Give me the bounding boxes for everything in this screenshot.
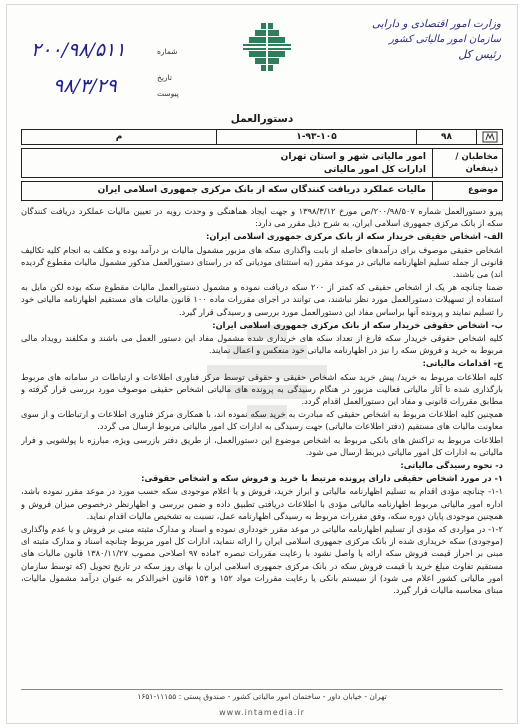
reference-table [21, 129, 503, 145]
category-badge [476, 130, 502, 144]
ministry-line-1: وزارت امور اقتصادی و دارایی [371, 18, 501, 30]
emblem-icon [237, 19, 297, 79]
letterhead [15, 13, 509, 113]
addressee-line-1: امور مالیاتی شهر و استان تهران [280, 152, 426, 162]
seal-icon [482, 131, 498, 143]
section-heading: الف- اشخاص حقیقی خریدار سکه از بانک مرکزی جمهوری اسلامی ایران: [206, 231, 503, 242]
section-heading: ج- اقدامات مالیاتی: [422, 358, 503, 369]
reference-code: ۱-۹۳-۱۰۵ [216, 130, 416, 144]
subject-row [21, 181, 503, 201]
letter-date-handwritten: ۹۸/۳/۲۹ [53, 75, 117, 97]
addressee-line-2: ادارات کل امور مالیاتی [323, 165, 426, 175]
addressee-value [22, 149, 432, 177]
body-paragraph: کلیه اشخاص حقوقی خریدار سکه فارغ از تعداد سکه های خریداری شده مشمول مفاد این دستور العمل می باشند و مکلفند رویداد مالی مربوط به خرید و فروش سکه را نیز در اظهارنامه مالیاتی خود منعکس و اعمال نمایند. [21, 333, 503, 356]
number-label: شماره [157, 47, 178, 56]
ministry-line-3: رئیس کل [458, 48, 501, 61]
letter-number-handwritten: ۲۰۰/۹۸/۵۱۱ [31, 39, 126, 61]
reference-stamp [25, 31, 185, 111]
body-paragraph: همچنین کلیه اطلاعات مربوط به اشخاص حقیقی که مبادرت به خرید سکه نموده اند، با همکاری مرکز فناوری اطلاعات و ارتباطات و از سوی معاونت مالیات های مستقیم (دفتر اطلاعات مالیاتی) جهت رسیدگی به ادارات کل امور مالیاتی مربوط ارسال می گردد. [21, 409, 503, 432]
attachment-label: پیوست [157, 89, 179, 98]
date-label: تاریخ [157, 73, 172, 82]
body-paragraph: ۱-۱- چنانچه مؤدی اقدام به تسلیم اظهارنامه مالیاتی و ابراز خرید، فروش و یا اعلام موجودی سکه حسب مورد در موعد مقرر نموده باشد، اداره امور مالیاتی مربوط اظهارنامه مالیاتی مؤدی با اطلاعات دریافتی تطبیق داده و ضمن بررسی و اظهارنظر درخصوص میزان فروش و همچنین موجودی پایان دوره سکه، وفق مقررات مربوط به رسیدگی اظهارنامه عمل، نسبت به تشخیص مالیات اقدام نماید. [21, 486, 503, 521]
document-body [21, 205, 503, 679]
reference-class: م [115, 132, 123, 142]
section-heading: ب- اشخاص حقوقی خریدار سکه از بانک مرکزی جمهوری اسلامی ایران: [212, 319, 503, 330]
section-heading: ۱- در مورد اشخاص حقیقی دارای پرونده مرتبط با خرید و فروش سکه و اشخاص حقوقی: [141, 473, 503, 484]
body-paragraph: ۱-۲- در مواردی که مؤدی از تسلیم اظهارنامه مالیاتی در موعد مقرر خودداری نموده و اسناد و مدارک مثبته مبنی بر فروش و یا عدم واگذاری (موجودی) سکه خریداری شده از بانک مرکزی جمهوری اسلامی ایران را ارائه ننماید، ادارات کل امور مربوط چنانچه اسناد و مدارک مثبته ای مبنی بر احراز قیمت فروش سکه ارائه یا واصل نشود با رعایت مقررات تبصره ۲ماده ۹۷ اصلاحی مصوب ۱۳۸۰/۱۱/۲۷ قانون مالیات های مستقیم تفاوت مبلغ خرید با قیمت فروش سکه در بانک مرکزی جمهوری اسلامی ایران با بهای روز سکه در تاریخ تحویل (که توسط سازمان امور مالیاتی کشور اعلام می شود) از سیستم بانکی یا رعایت مقررات مواد ۱۵۲ و ۱۵۳ قانون اخیرالذکر به عنوان درآمد مشمول مالیات، مبنای محاسبه مالیات قرار گیرد. [21, 524, 503, 596]
subject-label: موضوع [432, 182, 502, 200]
website-watermark: www.intamedia.ir [219, 708, 305, 717]
body-paragraph: ضمنا چنانچه هر یک از اشخاص حقیقی که کمتر از ۲۰۰ سکه دریافت نموده و مشمول دستورالعمل مالیات مقطوع سکه بوده لکن مایل به استفاده از تسهیلات دستورالعمل مورد نظر نباشند، می توانند در اجرای مقررات ماده ۱۰۰ قانون مالیات های مستقیم اظهارنامه مالیاتی خود را تسلیم نمایند و پرونده آنها براساس مفاد این دستورالعمل مورد بررسی و رسیدگی قرار گیرد. [21, 282, 503, 317]
body-paragraph: اشخاص حقیقی موصوف برای درآمدهای حاصله از بابت واگذاری سکه های مزبور مشمول مالیات بر درآمد بوده و مکلف به انجام کلیه تکالیف قانونی از جمله تسلیم اظهارنامه مالیاتی در موعد مقرر (به استثنای مودیانی که در راستای دستورالعمل مذکور مشمول مالیات مقطوع گردیده اند) می باشند. [21, 244, 503, 280]
document-title: دستورالعمل [230, 113, 294, 125]
addressee-label: مخاطبان / ذینفعان [432, 149, 502, 177]
body-paragraph: پیرو دستورالعمل شماره ۲۰۰/۹۸/۵۰۷/ص مورخ ۱۳۹۸/۳/۱۲ و جهت ایجاد هماهنگی و وحدت رویه در تعیین مالیات عملکرد دریافت کنندگان سکه از بانک مرکزی جمهوری اسلامی ایران، به شرح ذیل مقرر می دارد: [21, 206, 503, 229]
body-paragraph: اطلاعات مربوط به تراکنش های بانکی مربوط به اشخاص موضوع این دستورالعمل، از طریق دفتر بازرسی ویژه، مبارزه با پولشویی و فرار مالیاتی به ادارات کل امور مالیاتی ذیربط ارسال می شود. [21, 434, 503, 457]
reference-number: ۹۸ [416, 130, 476, 144]
body-paragraph: کلیه اطلاعات مربوط به خرید/ پیش خرید سکه اشخاص حقیقی و حقوقی توسط مرکز فناوری اطلاعات و ارتباطات در سامانه های مربوط بارگذاری شده تا آثار مالیاتی فعالیت مزبور در هنگام رسیدگی به پرونده های مالیاتی اشخاص حقیقی موصوف مورد بررسی قرار گرفته و مطابق مقررات قانونی و مفاد این دستورالعمل اقدام گردد. [21, 371, 503, 407]
section-heading: د- نحوه رسیدگی مالیاتی: [400, 460, 503, 471]
subject-text: مالیات عملکرد دریافت کنندگان سکه از بانک مرکزی جمهوری اسلامی ایران [97, 185, 426, 195]
ministry-heading [351, 17, 501, 62]
footer-address: تهران - خیابان داور - ساختمان امور مالیاتی کشور - صندوق پستی : ۱۱۱۵۵-۱۶۵۱ [21, 689, 503, 701]
addressee-row [21, 148, 503, 178]
ministry-line-2: سازمان امور مالیاتی کشور [389, 34, 501, 45]
document-page [6, 4, 518, 724]
